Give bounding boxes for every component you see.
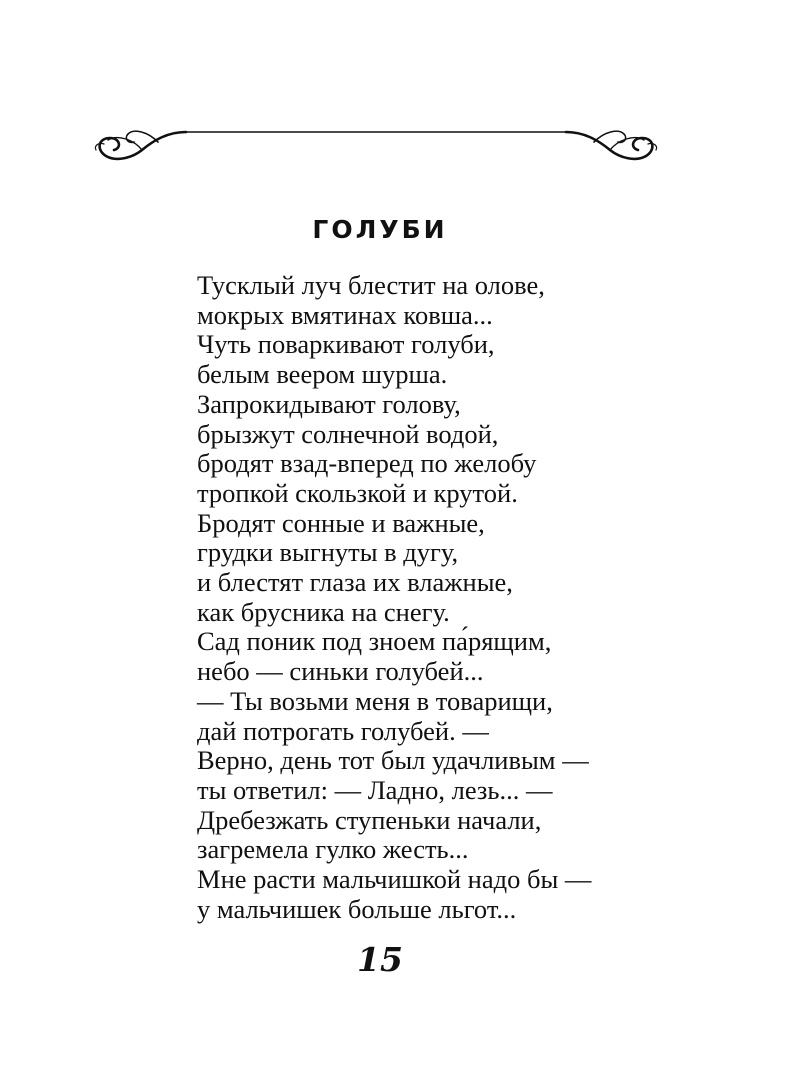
poem-line: тропкой скользкой и крутой.: [197, 477, 518, 508]
poem-line: загремела гулко жесть...: [197, 834, 469, 865]
poem-line: Бродят сонные и важные,: [197, 507, 485, 538]
poem-line: Мне расти мальчишкой надо бы —: [197, 864, 592, 895]
poem-line: у мальчишек больше льгот...: [197, 893, 517, 924]
poem-line: мокрых вмятинах ковша...: [197, 299, 493, 330]
poem-line: небо — синьки голубей...: [197, 656, 484, 687]
poem-line: брызжут солнечной водой,: [197, 418, 499, 449]
poem-title: ГОЛУБИ: [312, 215, 448, 244]
poem-line: грудки выгнуты в дугу,: [197, 537, 459, 568]
poem-line: Дребезжать ступеньки начали,: [197, 804, 542, 835]
poem-line: Запрокидывают голову,: [197, 388, 461, 419]
poem-text: [197, 271, 591, 924]
poem-line: бродят взад-вперед по желобу: [197, 448, 537, 479]
poem-line: Тусклый луч блестит на олове,: [197, 270, 545, 300]
poem-line: ты ответил: — Ладно, лезь... —: [197, 774, 553, 805]
poem-line: и блестят глаза их влажные,: [197, 567, 513, 598]
poem-line: Чуть поваркивают голуби,: [197, 329, 495, 360]
flourish-divider-icon: [88, 118, 668, 170]
poem-line: Верно, день тот был удачливым —: [197, 745, 589, 776]
poem-line: Сад поник под зноем па́рящим,: [197, 626, 552, 657]
page-number: 15: [357, 940, 403, 979]
poem-line: дай потрогать голубей. —: [197, 715, 489, 746]
poem-line: как брусника на снегу.: [197, 596, 450, 627]
poem-line: белым веером шурша.: [197, 359, 448, 390]
poem-line: — Ты возьми меня в товарищи,: [197, 685, 553, 716]
